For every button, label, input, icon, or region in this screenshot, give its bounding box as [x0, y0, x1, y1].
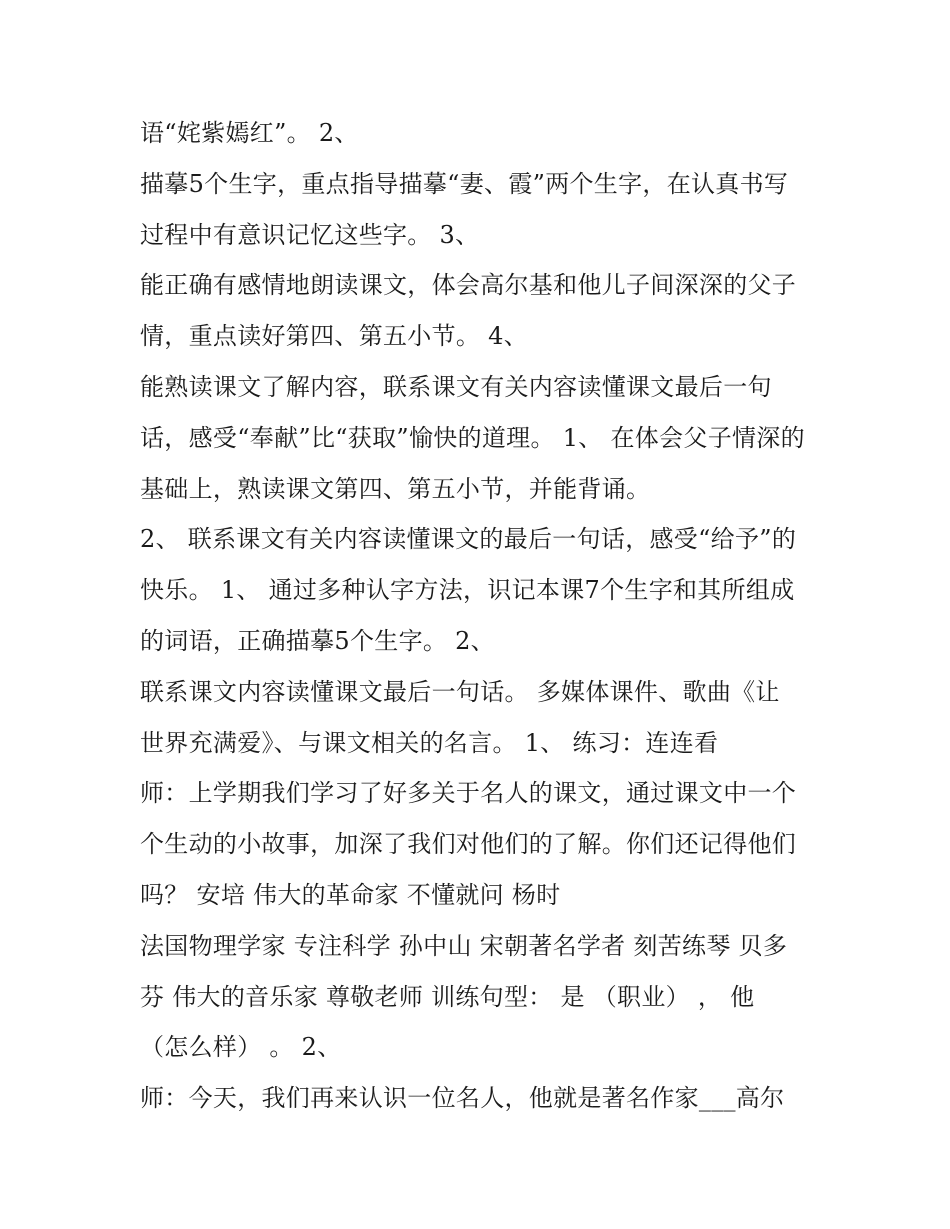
- text-line: 芬 伟大的音乐家 尊敬老师 训练句型： 是 （职业） ， 他: [140, 982, 755, 1011]
- text-line: 情，重点读好第四、第五小节。 4、: [140, 322, 528, 351]
- text-line: 师：今天，我们再来认识一位名人，他就是著名作家___高尔: [140, 1084, 785, 1113]
- text-line: （怎么样） 。 2、: [140, 1033, 342, 1062]
- text-line: 话，感受“奉献”比“获取”愉快的道理。 1、 在体会父子情深的: [140, 423, 805, 452]
- text-line: 能正确有感情地朗读课文，体会高尔基和他儿子间深深的父子: [140, 271, 797, 300]
- text-line: 能熟读课文了解内容，联系课文有关内容读懂课文最后一句: [140, 372, 772, 401]
- text-line: 吗？ 安培 伟大的革命家 不懂就问 杨时: [140, 880, 561, 909]
- text-line: 的词语，正确描摹5个生字。 2、: [140, 626, 495, 655]
- text-line: 2、 联系课文有关内容读懂课文的最后一句话，感受“给予”的: [140, 525, 797, 554]
- text-line: 世界充满爱》、与课文相关的名言。 1、 练习：连连看: [140, 728, 719, 757]
- text-line: 描摹5个生字，重点指导描摹“妻、霞”两个生字，在认真书写: [140, 169, 789, 198]
- text-line: 语“姹紫嫣红”。 2、: [140, 119, 359, 147]
- text-line: 基础上，熟读课文第四、第五小节，并能背诵。: [140, 474, 651, 503]
- text-line: 师：上学期我们学习了好多关于名人的课文，通过课文中一个: [140, 779, 797, 808]
- document-body: [140, 108, 830, 1124]
- text-line: 法国物理学家 专注科学 孙中山 宋朝著名学者 刻苦练琴 贝多: [140, 931, 788, 960]
- text-line: 快乐。 1、 通过多种认字方法，识记本课7个生字和其所组成: [140, 576, 795, 605]
- text-line: 个生动的小故事，加深了我们对他们的了解。你们还记得他们: [140, 830, 797, 859]
- text-line: 联系课文内容读懂课文最后一句话。 多媒体课件、歌曲《让: [140, 677, 780, 706]
- text-line: 过程中有意识记忆这些字。 3、: [140, 220, 480, 249]
